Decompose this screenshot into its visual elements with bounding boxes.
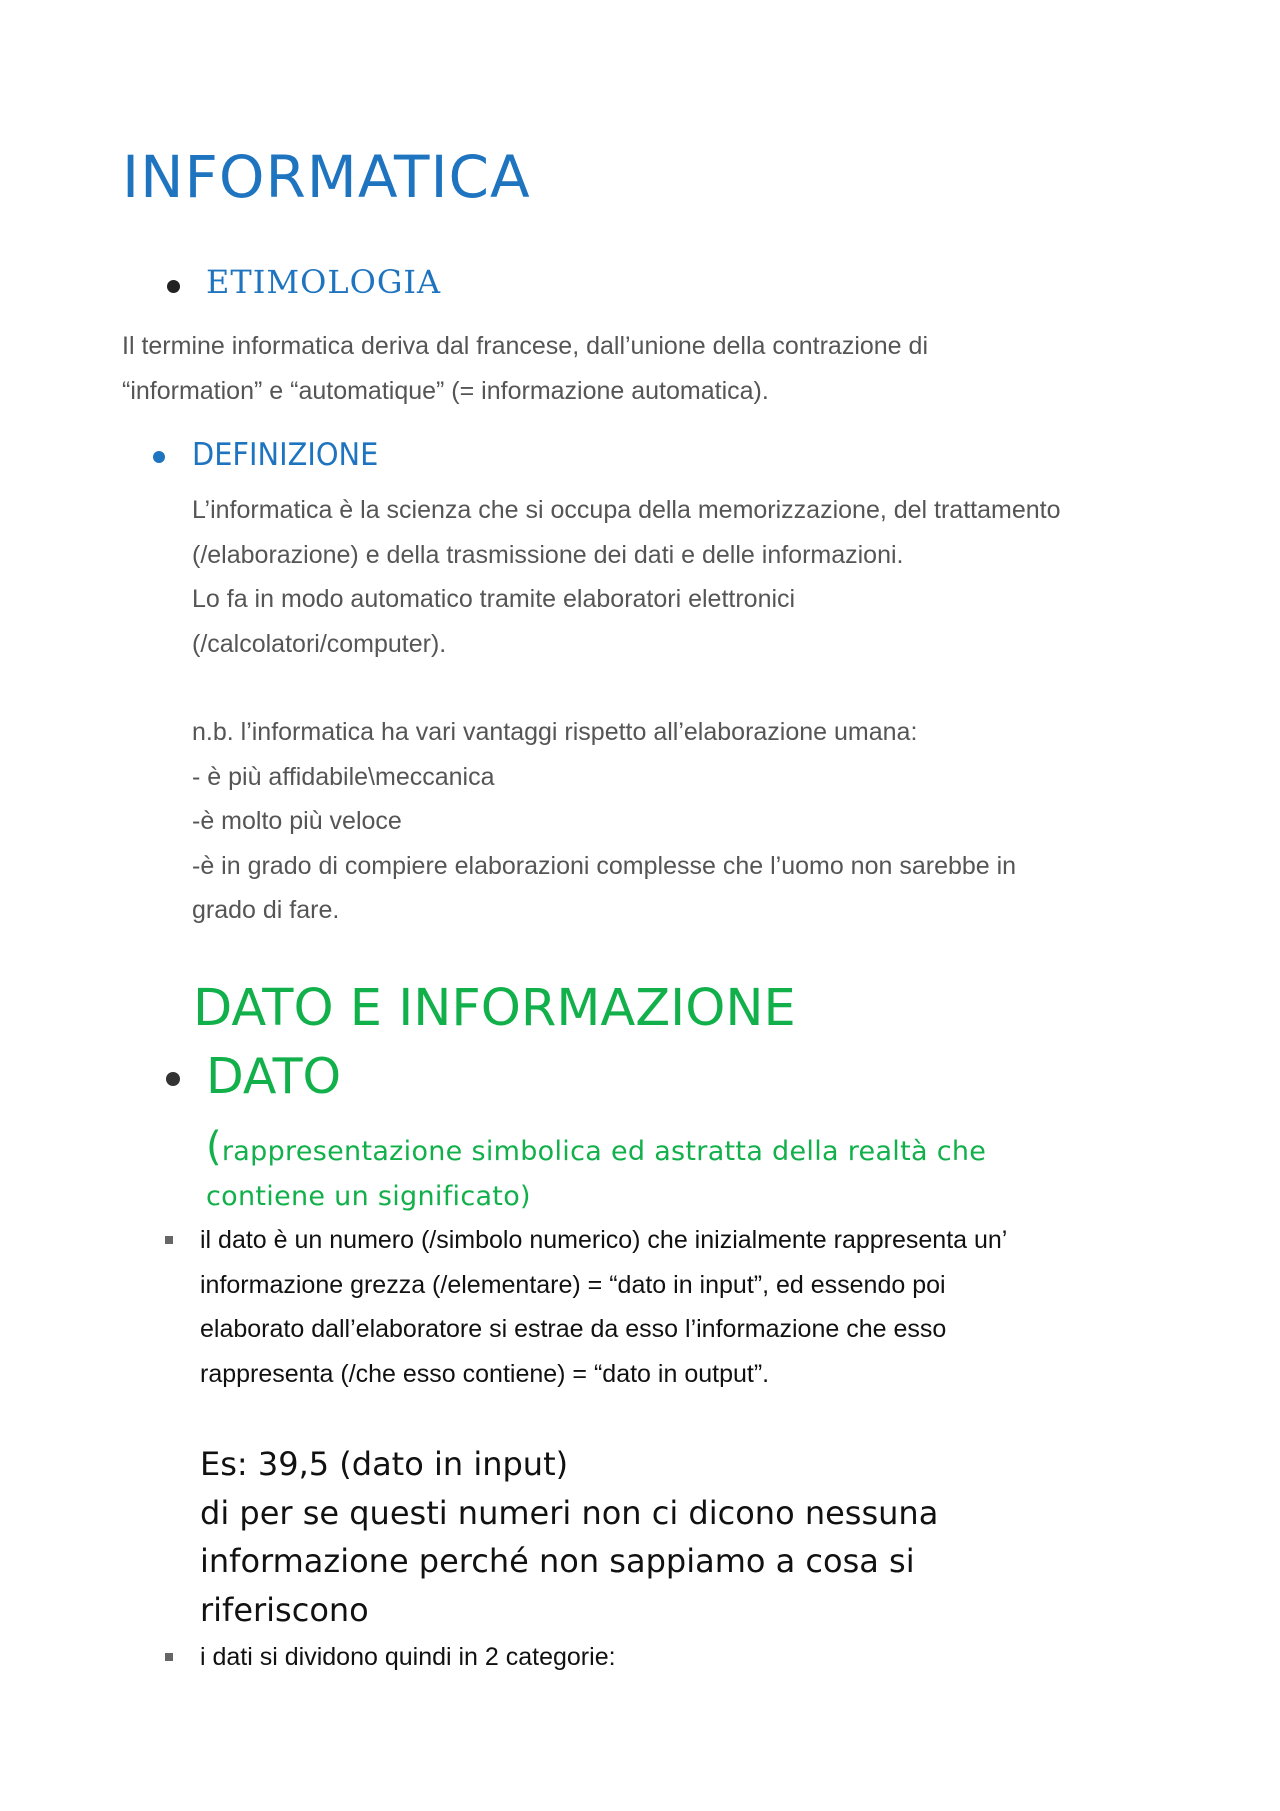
dato-definition bbox=[206, 1125, 1106, 1219]
etimologia-paragraph bbox=[122, 324, 1182, 413]
text-line: elaborato dall’elaboratore si estrae da esso l’informazione che esso bbox=[200, 1315, 947, 1343]
text-line: - è più affidabile\meccanica bbox=[192, 762, 495, 791]
text-line: riferiscono bbox=[200, 1590, 369, 1629]
square-bullet-icon bbox=[165, 1236, 173, 1244]
definizione-paragraph bbox=[192, 488, 1192, 666]
text-line: -è molto più veloce bbox=[192, 807, 402, 835]
text-line: di per se questi numeri non ci dicono nessuna bbox=[200, 1493, 939, 1532]
text-line: Lo fa in modo automatico tramite elaboratori elettronici bbox=[192, 585, 796, 613]
nb-paragraph bbox=[192, 710, 1192, 933]
text-line: rappresenta (/che esso contiene) = “dato in output”. bbox=[200, 1359, 770, 1388]
text-line: informazione grezza (/elementare) = “dato in input”, ed essendo poi bbox=[200, 1270, 946, 1299]
text-line: n.b. l’informatica ha vari vantaggi rispetto all’elaborazione umana: bbox=[192, 718, 918, 746]
heading-etimologia: ETIMOLOGIA bbox=[206, 263, 442, 301]
text-line: (/calcolatori/computer). bbox=[192, 629, 447, 658]
text-line: grado di fare. bbox=[192, 896, 340, 924]
dato-bullet-paragraph bbox=[200, 1218, 1200, 1396]
example-block bbox=[200, 1440, 1100, 1634]
page-title: INFORMATICA bbox=[122, 143, 531, 211]
text-line: (/elaborazione) e della trasmissione dei dati e delle informazioni. bbox=[192, 540, 904, 569]
text-line: informazione perché non sappiamo a cosa si bbox=[200, 1542, 915, 1580]
heading-dato-e-informazione: DATO E INFORMAZIONE bbox=[193, 979, 796, 1038]
square-bullet-icon bbox=[165, 1653, 173, 1661]
bullet-dot bbox=[167, 280, 180, 293]
dato-definition-line-1: rappresentazione simbolica ed astratta della realtà che bbox=[221, 1136, 987, 1167]
heading-definizione: DEFINIZIONE bbox=[192, 437, 379, 473]
text-line bbox=[206, 1125, 1106, 1174]
text-line: il dato è un numero (/simbolo numerico) che inizialmente rappresenta un’ bbox=[200, 1226, 1008, 1254]
text-line: “information” e “automatique” (= informazione automatica). bbox=[122, 376, 769, 405]
text-line: L’informatica è la scienza che si occupa della memorizzazione, del trattamento bbox=[192, 496, 1061, 524]
bullet-dot bbox=[166, 1072, 180, 1086]
dato-definition-line-2: contiene un significato) bbox=[206, 1181, 531, 1212]
bullet-dot bbox=[153, 451, 165, 463]
heading-dato: DATO bbox=[206, 1048, 342, 1105]
text-line: -è in grado di compiere elaborazioni complesse che l’uomo non sarebbe in bbox=[192, 851, 1017, 880]
dato-categories-line: i dati si dividono quindi in 2 categorie: bbox=[200, 1643, 616, 1671]
text-line: Es: 39,5 (dato in input) bbox=[200, 1445, 569, 1483]
text-line: Il termine informatica deriva dal francese, dall’unione della contrazione di bbox=[122, 332, 928, 360]
open-parenthesis: ( bbox=[206, 1124, 222, 1170]
